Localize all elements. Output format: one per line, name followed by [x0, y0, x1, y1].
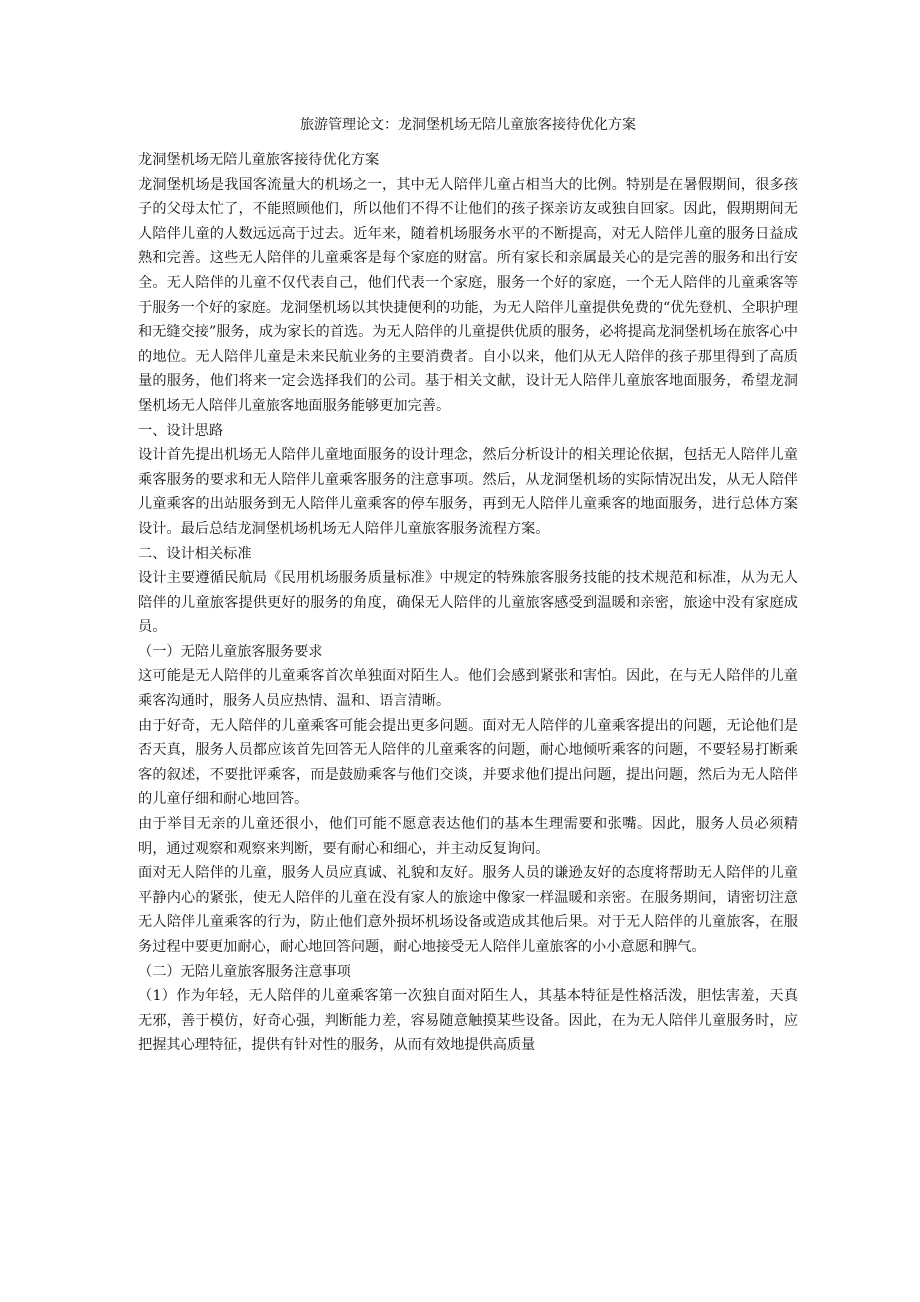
document-subtitle: 龙洞堡机场无陪儿童旅客接待优化方案 — [138, 152, 380, 168]
intro-paragraph: 龙洞堡机场是我国客流量大的机场之一，其中无人陪伴儿童占相当大的比例。特别是在暑假期间，很多孩子的父母太忙了，不能照顾他们，所以他们不得不让他们的孩子探亲访友或独自回家。因此，假期期间无人陪伴儿童的人数远远高于过去。近年来，随着机场服务水平的不断提高，对无人陪伴儿童的服务日益成熟和完善。这些无人陪伴的儿童乘客是每个家庭的财富。所有家长和亲属最关心的是完善的服务和出行安全。无人陪伴的儿童不仅代表自己，他们代表一个家庭，服务一个好的家庭，一个无人陪伴的儿童乘客等于服务一个好的家庭。龙洞堡机场以其快捷便利的功能，为无人陪伴儿童提供免费的“优先登机、全职护理和无缝交接”服务，成为家长的首选。为无人陪伴的儿童提供优质的服务，必将提高龙洞堡机场在旅客心中的地位。无人陪伴儿童是未来民航业务的主要消费者。自小以来，他们从无人陪伴的孩子那里得到了高质量的服务，他们将来一定会选择我们的公司。基于相关文献，设计无人陪伴儿童旅客地面服务，希望龙洞堡机场无人陪伴儿童旅客地面服务能够更加完善。 — [138, 176, 798, 414]
precautions-paragraph-1: （1）作为年轻，无人陪伴的儿童乘客第一次独自面对陌生人，其基本特征是性格活泼，胆怯害羞，天真无邪，善于模仿，好奇心强，判断能力差，容易随意触摸某些设备。因此，在为无人陪伴儿童服务时，应把握其心理特征，提供有针对性的服务，从而有效地提供高质量 — [138, 988, 798, 1054]
requirements-paragraph-1: 这可能是无人陪伴的儿童乘客首次单独面对陌生人。他们会感到紧张和害怕。因此，在与无人陪伴的儿童乘客沟通时，服务人员应热情、温和、语言清晰。 — [138, 668, 798, 710]
section-heading-standards: 二、设计相关标准 — [138, 545, 252, 562]
section-paragraph-design-idea: 设计首先提出机场无人陪伴儿童地面服务的设计理念，然后分析设计的相关理论依据，包括无人陪伴儿童乘客服务的要求和无人陪伴儿童乘客服务的注意事项。然后，从龙洞堡机场的实际情况出发，从无人陪伴儿童乘客的出站服务到无人陪伴儿童乘客的停车服务，再到无人陪伴儿童乘客的地面服务，进行总体方案设计。最后总结龙洞堡机场机场无人陪伴儿童旅客服务流程方案。 — [138, 447, 798, 537]
document-title: 旅游管理论文：龙洞堡机场无陪儿童旅客接待优化方案 — [300, 117, 636, 133]
section-paragraph-standards: 设计主要遵循民航局《民用机场服务质量标准》中规定的特殊旅客服务技能的技术规范和标准，从为无人陪伴的儿童旅客提供更好的服务的角度，确保无人陪伴的儿童旅客感受到温暖和亲密，旅途中没有家庭成员。 — [138, 570, 798, 636]
requirements-paragraph-4: 面对无人陪伴的儿童，服务人员应真诚、礼貌和友好。服务人员的谦逊友好的态度将帮助无人陪伴的儿童平静内心的紧张，使无人陪伴的儿童在没有家人的旅途中像家一样温暖和亲密。在服务期间，请密切注意无人陪伴儿童乘客的行为，防止他们意外损坏机场设备或造成其他后果。对于无人陪伴的儿童旅客，在服务过程中要更加耐心，耐心地回答问题，耐心地接受无人陪伴儿童旅客的小小意愿和脾气。 — [138, 865, 798, 955]
subsection-heading-precautions: （二）无陪儿童旅客服务注意事项 — [138, 963, 351, 980]
requirements-paragraph-2: 由于好奇，无人陪伴的儿童乘客可能会提出更多问题。面对无人陪伴的儿童乘客提出的问题，无论他们是否天真，服务人员都应该首先回答无人陪伴的儿童乘客的问题，耐心地倾听乘客的问题，不要轻易打断乘客的叙述，不要批评乘客，而是鼓励乘客与他们交谈，并要求他们提出问题，提出问题，然后为无人陪伴的儿童仔细和耐心地回答。 — [138, 717, 798, 808]
requirements-paragraph-3: 由于举目无亲的儿童还很小，他们可能不愿意表达他们的基本生理需要和张嘴。因此，服务人员必须精明，通过观察和观察来判断，要有耐心和细心，并主动反复询问。 — [138, 816, 798, 857]
subsection-heading-requirements: （一）无陪儿童旅客服务要求 — [138, 643, 323, 660]
document-page — [138, 112, 798, 1058]
section-heading-design-idea: 一、设计思路 — [138, 422, 224, 439]
